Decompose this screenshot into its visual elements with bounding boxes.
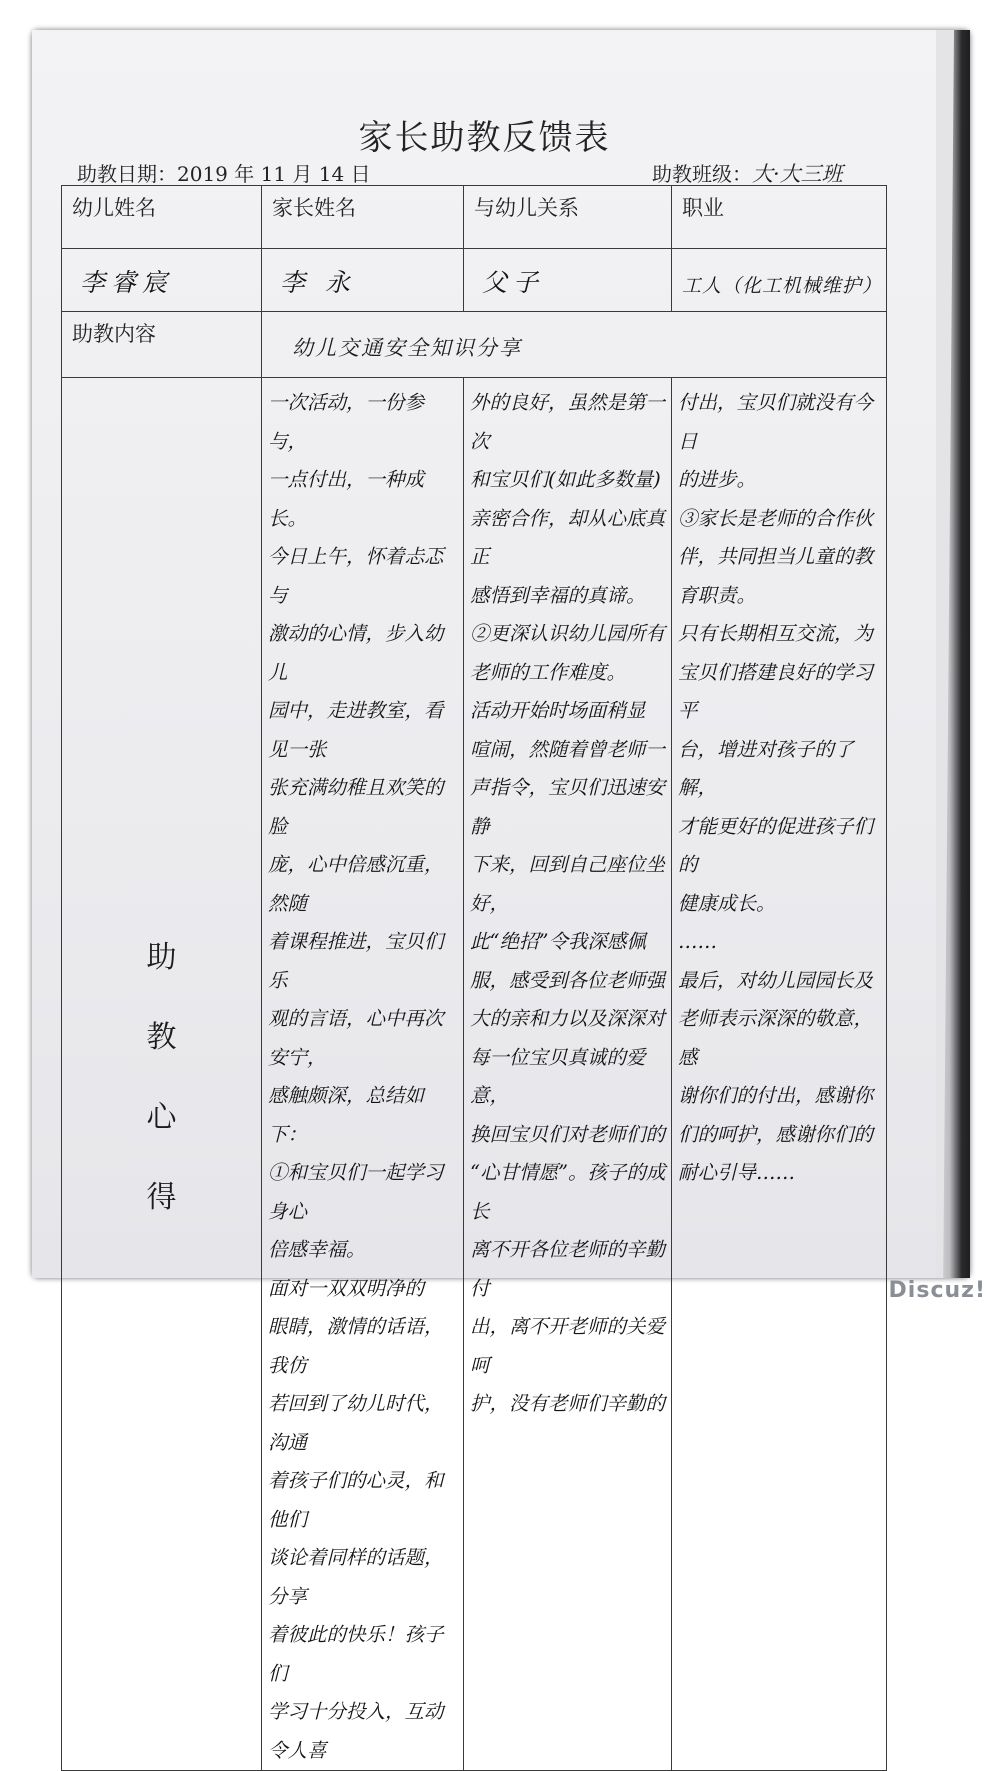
- reflection-line: 大的亲和力以及深深对: [470, 1007, 666, 1030]
- reflection-column-3: [672, 378, 887, 1771]
- reflection-line: 护，没有老师们辛勤的: [470, 1392, 666, 1415]
- date-line: [77, 158, 371, 187]
- child-name-value: 李睿宸: [62, 249, 262, 312]
- reflection-label-char: 助: [146, 940, 177, 975]
- reflection-line: 宝贝们搭建良好的学习平: [678, 660, 874, 722]
- reflection-line: ①和宝贝们一起学习身心: [268, 1161, 444, 1223]
- reflection-line: 老师表示深深的敬意，感: [678, 1007, 874, 1069]
- reflection-label: [62, 378, 261, 1770]
- occupation-header: 职业: [672, 186, 887, 249]
- reflection-line: 面对一双双明净的: [268, 1276, 425, 1300]
- reflection-line: 感触颇深，总结如下：: [268, 1084, 425, 1146]
- reflection-label-char: 教: [146, 1020, 177, 1055]
- reflection-line: “心甘情愿”。孩子的成长: [470, 1161, 666, 1223]
- reflection-line: 健康成长。: [678, 891, 776, 915]
- date-value: 2019 年 11 月 14 日: [177, 162, 371, 186]
- reflection-line: 园中，走进教室，看见一张: [268, 699, 444, 761]
- class-value: 大·大三班: [752, 162, 843, 186]
- date-label: 助教日期：: [77, 162, 177, 186]
- content-value: 幼儿交通安全知识分享: [262, 312, 887, 378]
- watermark-logo: Discuz!: [888, 1278, 986, 1303]
- reflection-line: 才能更好的促进孩子们的: [678, 814, 874, 876]
- relation-header: 与幼儿关系: [464, 186, 672, 249]
- reflection-line: 着彼此的快乐！孩子们: [268, 1623, 444, 1685]
- reflection-label-cell: [62, 378, 262, 1771]
- reflection-line: 活动开始时场面稍显: [470, 699, 646, 722]
- reflection-line: 此“绝招”令我深感佩: [470, 930, 646, 953]
- content-row: [62, 312, 887, 378]
- reflection-line: 耐心引导……: [678, 1161, 796, 1184]
- reflection-line: ……: [678, 930, 717, 953]
- reflection-line: 喧闹，然随着曾老师一: [470, 737, 666, 761]
- reflection-line: 换回宝贝们对老师们的: [470, 1122, 666, 1146]
- parent-name-header: 家长姓名: [262, 186, 464, 249]
- reflection-line: 付出，宝贝们就没有今日: [678, 391, 874, 453]
- reflection-line: 若回到了幼儿时代，沟通: [268, 1392, 444, 1454]
- child-name-header: 幼儿姓名: [62, 186, 262, 249]
- reflection-line: 伴，共同担当儿童的教: [678, 545, 874, 568]
- reflection-line: 激动的心情，步入幼儿: [268, 622, 444, 684]
- reflection-line: 外的良好，虽然是第一次: [470, 391, 666, 453]
- occupation-value: 工人（化工机械维护）: [672, 249, 887, 312]
- form-title: 家长助教反馈表: [358, 118, 611, 158]
- relation-value: 父子: [464, 249, 672, 312]
- reflection-column-1: [262, 378, 464, 1771]
- reflection-line: 声指令，宝贝们迅速安静: [470, 776, 666, 838]
- reflection-column-2: [464, 378, 672, 1771]
- value-row: [62, 249, 887, 312]
- reflection-line: 们的呵护，感谢你们的: [678, 1122, 874, 1146]
- reflection-line: 台，增进对孩子的了解，: [678, 737, 854, 799]
- content-label: 助教内容: [62, 312, 262, 378]
- reflection-line: 离不开各位老师的辛勤付: [470, 1238, 666, 1300]
- reflection-line: 下来，回到自己座位坐好，: [470, 853, 666, 915]
- reflection-line: ②更深认识幼儿园所有: [470, 622, 666, 645]
- reflection-line: 着课程推进，宝贝们乐: [268, 930, 444, 992]
- reflection-line: 老师的工作难度。: [470, 660, 627, 684]
- reflection-line: 观的言语，心中再次安宁，: [268, 1007, 444, 1069]
- class-line: [652, 158, 843, 188]
- page-edge-shadow: [936, 30, 970, 1278]
- reflection-line: 服，感受到各位老师强: [470, 968, 666, 992]
- reflection-line: 一点付出，一种成长。: [268, 468, 425, 530]
- reflection-line: 的进步。: [678, 468, 757, 491]
- feedback-table: [61, 185, 887, 1771]
- reflection-line: 今日上午，怀着忐忑与: [268, 545, 444, 607]
- reflection-line: 和宝贝们(如此多数量): [470, 468, 661, 491]
- reflection-line: 育职责。: [678, 583, 757, 607]
- reflection-line: 感悟到幸福的真谛。: [470, 583, 646, 607]
- reflection-line: 眼睛，激情的话语，我仿: [268, 1315, 444, 1377]
- reflection-line: 谈论着同样的话题，分享: [268, 1546, 444, 1608]
- reflection-row: [62, 378, 887, 1771]
- reflection-line: 每一位宝贝真诚的爱意，: [470, 1045, 646, 1107]
- reflection-line: 张充满幼稚且欢笑的脸: [268, 776, 444, 838]
- reflection-label-char: 得: [146, 1180, 177, 1215]
- reflection-line: 亲密合作，却从心底真正: [470, 506, 666, 568]
- reflection-line: 学习十分投入，互动令人喜: [268, 1700, 444, 1762]
- reflection-line: 谢你们的付出，感谢你: [678, 1084, 874, 1107]
- reflection-line: 着孩子们的心灵，和他们: [268, 1469, 444, 1531]
- reflection-line: ③家长是老师的合作伙: [678, 506, 874, 530]
- reflection-label-char: 心: [146, 1100, 177, 1135]
- parent-name-value: 李 永: [262, 249, 464, 312]
- header-row: [62, 186, 887, 249]
- reflection-line: 最后，对幼儿园园长及: [678, 968, 874, 992]
- reflection-line: 一次活动，一份参与，: [268, 391, 425, 453]
- class-label: 助教班级：: [652, 162, 752, 186]
- reflection-line: 出，离不开老师的关爱呵: [470, 1315, 666, 1377]
- reflection-line: 倍感幸福。: [268, 1238, 366, 1261]
- reflection-line: 只有长期相互交流，为: [678, 622, 874, 645]
- reflection-line: 庞，心中倍感沉重，然随: [268, 853, 444, 915]
